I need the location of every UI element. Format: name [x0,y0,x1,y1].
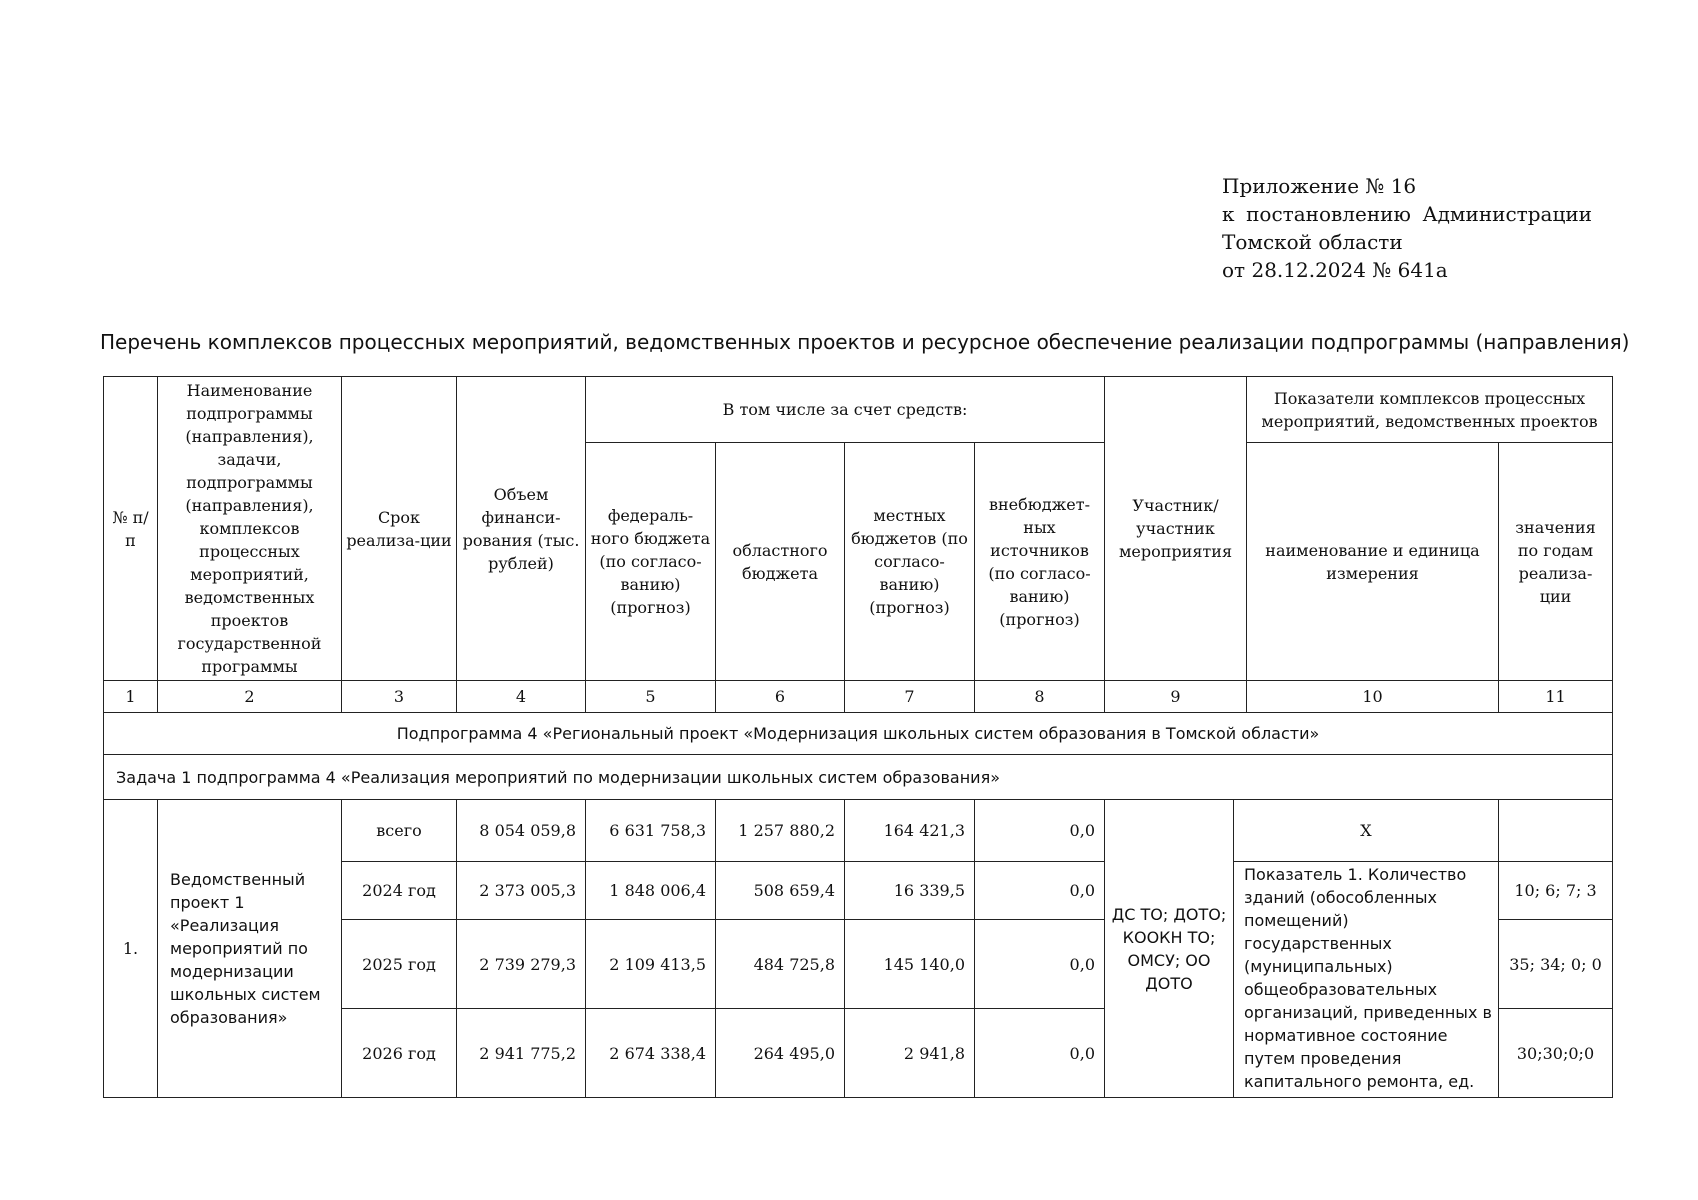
header-including: В том числе за счет средств: [586,377,1105,443]
column-number: 2 [158,681,342,713]
appendix-line: Приложение № 16 [1222,174,1417,198]
column-number: 3 [342,681,457,713]
header-federal: федераль-ного бюджета (по согласо-ванию) (прогноз) [586,443,716,681]
volume-cell: 2 941 775,2 [457,1009,586,1098]
column-number: 1 [104,681,158,713]
header-offbudget: внебюджет-ных источников (по согласо-ванию) (прогноз) [975,443,1105,681]
regional-cell: 484 725,8 [716,920,845,1009]
table-row [104,800,1613,862]
values-cell [1499,800,1613,862]
header-volume: Объем финанси-рования (тыс. рублей) [457,377,586,681]
volume-cell: 2 739 279,3 [457,920,586,1009]
appendix-line: Томской области [1222,230,1403,254]
subprogram-title: Подпрограмма 4 «Региональный проект «Модернизация школьных систем образования в Томской области» [104,713,1613,755]
local-cell: 2 941,8 [845,1009,975,1098]
indicator-description: Показатель 1. Количество зданий (обособленных помещений) государственных (муниципальных) общеобразовательных организаций, приведенных в нормативное состояние путем проведения капитального ремонта, ед. [1234,862,1499,1098]
term-cell: 2025 год [342,920,457,1009]
term-cell: всего [342,800,457,862]
values-cell: 10; 6; 7; 3 [1499,862,1613,920]
header-row [104,377,1613,443]
project-number: 1. [104,800,158,1098]
federal-cell: 6 631 758,3 [586,800,716,862]
header-indicator-name: наименование и единица измерения [1247,443,1499,681]
local-cell: 145 140,0 [845,920,975,1009]
column-number: 8 [975,681,1105,713]
column-number: 5 [586,681,716,713]
local-cell: 16 339,5 [845,862,975,920]
header-local: местных бюджетов (по согласо-ванию) (прогноз) [845,443,975,681]
column-number: 4 [457,681,586,713]
column-number: 9 [1105,681,1247,713]
volume-cell: 2 373 005,3 [457,862,586,920]
task-row [104,755,1613,800]
column-number: 7 [845,681,975,713]
header-indicators: Показатели комплексов процессных мероприятий, ведомственных проектов [1247,377,1613,443]
column-number: 11 [1499,681,1613,713]
offbudget-cell: 0,0 [975,920,1105,1009]
column-number: 10 [1247,681,1499,713]
x-mark-cell: Х [1234,800,1499,862]
offbudget-cell: 0,0 [975,862,1105,920]
subprogram-row [104,713,1613,755]
column-numbers-row [104,681,1613,713]
column-number: 6 [716,681,845,713]
term-cell: 2024 год [342,862,457,920]
participant-cell: ДС ТО; ДОТО; КООКН ТО; ОМСУ; ОО ДОТО [1105,800,1234,1098]
volume-cell: 8 054 059,8 [457,800,586,862]
regional-cell: 1 257 880,2 [716,800,845,862]
local-cell: 164 421,3 [845,800,975,862]
federal-cell: 1 848 006,4 [586,862,716,920]
program-table [103,376,1613,1098]
offbudget-cell: 0,0 [975,1009,1105,1098]
task-title: Задача 1 подпрограмма 4 «Реализация мероприятий по модернизации школьных систем образования» [104,755,1613,800]
appendix-line: от 28.12.2024 № 641а [1222,258,1448,282]
federal-cell: 2 109 413,5 [586,920,716,1009]
header-name: Наименование подпрограммы (направления), задачи, подпрограммы (направления), комплексов процессных мероприятий, ведомственных проектов государственной программы [158,377,342,681]
federal-cell: 2 674 338,4 [586,1009,716,1098]
offbudget-cell: 0,0 [975,800,1105,862]
header-regional: областного бюджета [716,443,845,681]
document-title: Перечень комплексов процессных мероприятий, ведомственных проектов и ресурсное обеспечение реализации подпрограммы (направления) [100,330,1630,354]
header-term: Срок реализа-ции [342,377,457,681]
regional-cell: 264 495,0 [716,1009,845,1098]
appendix-line: к постановлению Администрации [1222,202,1592,226]
appendix-block [1222,172,1592,284]
regional-cell: 508 659,4 [716,862,845,920]
header-indicator-values: значения по годам реализа-ции [1499,443,1613,681]
header-num: № п/п [104,377,158,681]
values-cell: 30;30;0;0 [1499,1009,1613,1098]
values-cell: 35; 34; 0; 0 [1499,920,1613,1009]
term-cell: 2026 год [342,1009,457,1098]
header-participant: Участник/ участник мероприятия [1105,377,1247,681]
project-name: Ведомственный проект 1 «Реализация мероприятий по модернизации школьных систем образования» [158,800,342,1098]
